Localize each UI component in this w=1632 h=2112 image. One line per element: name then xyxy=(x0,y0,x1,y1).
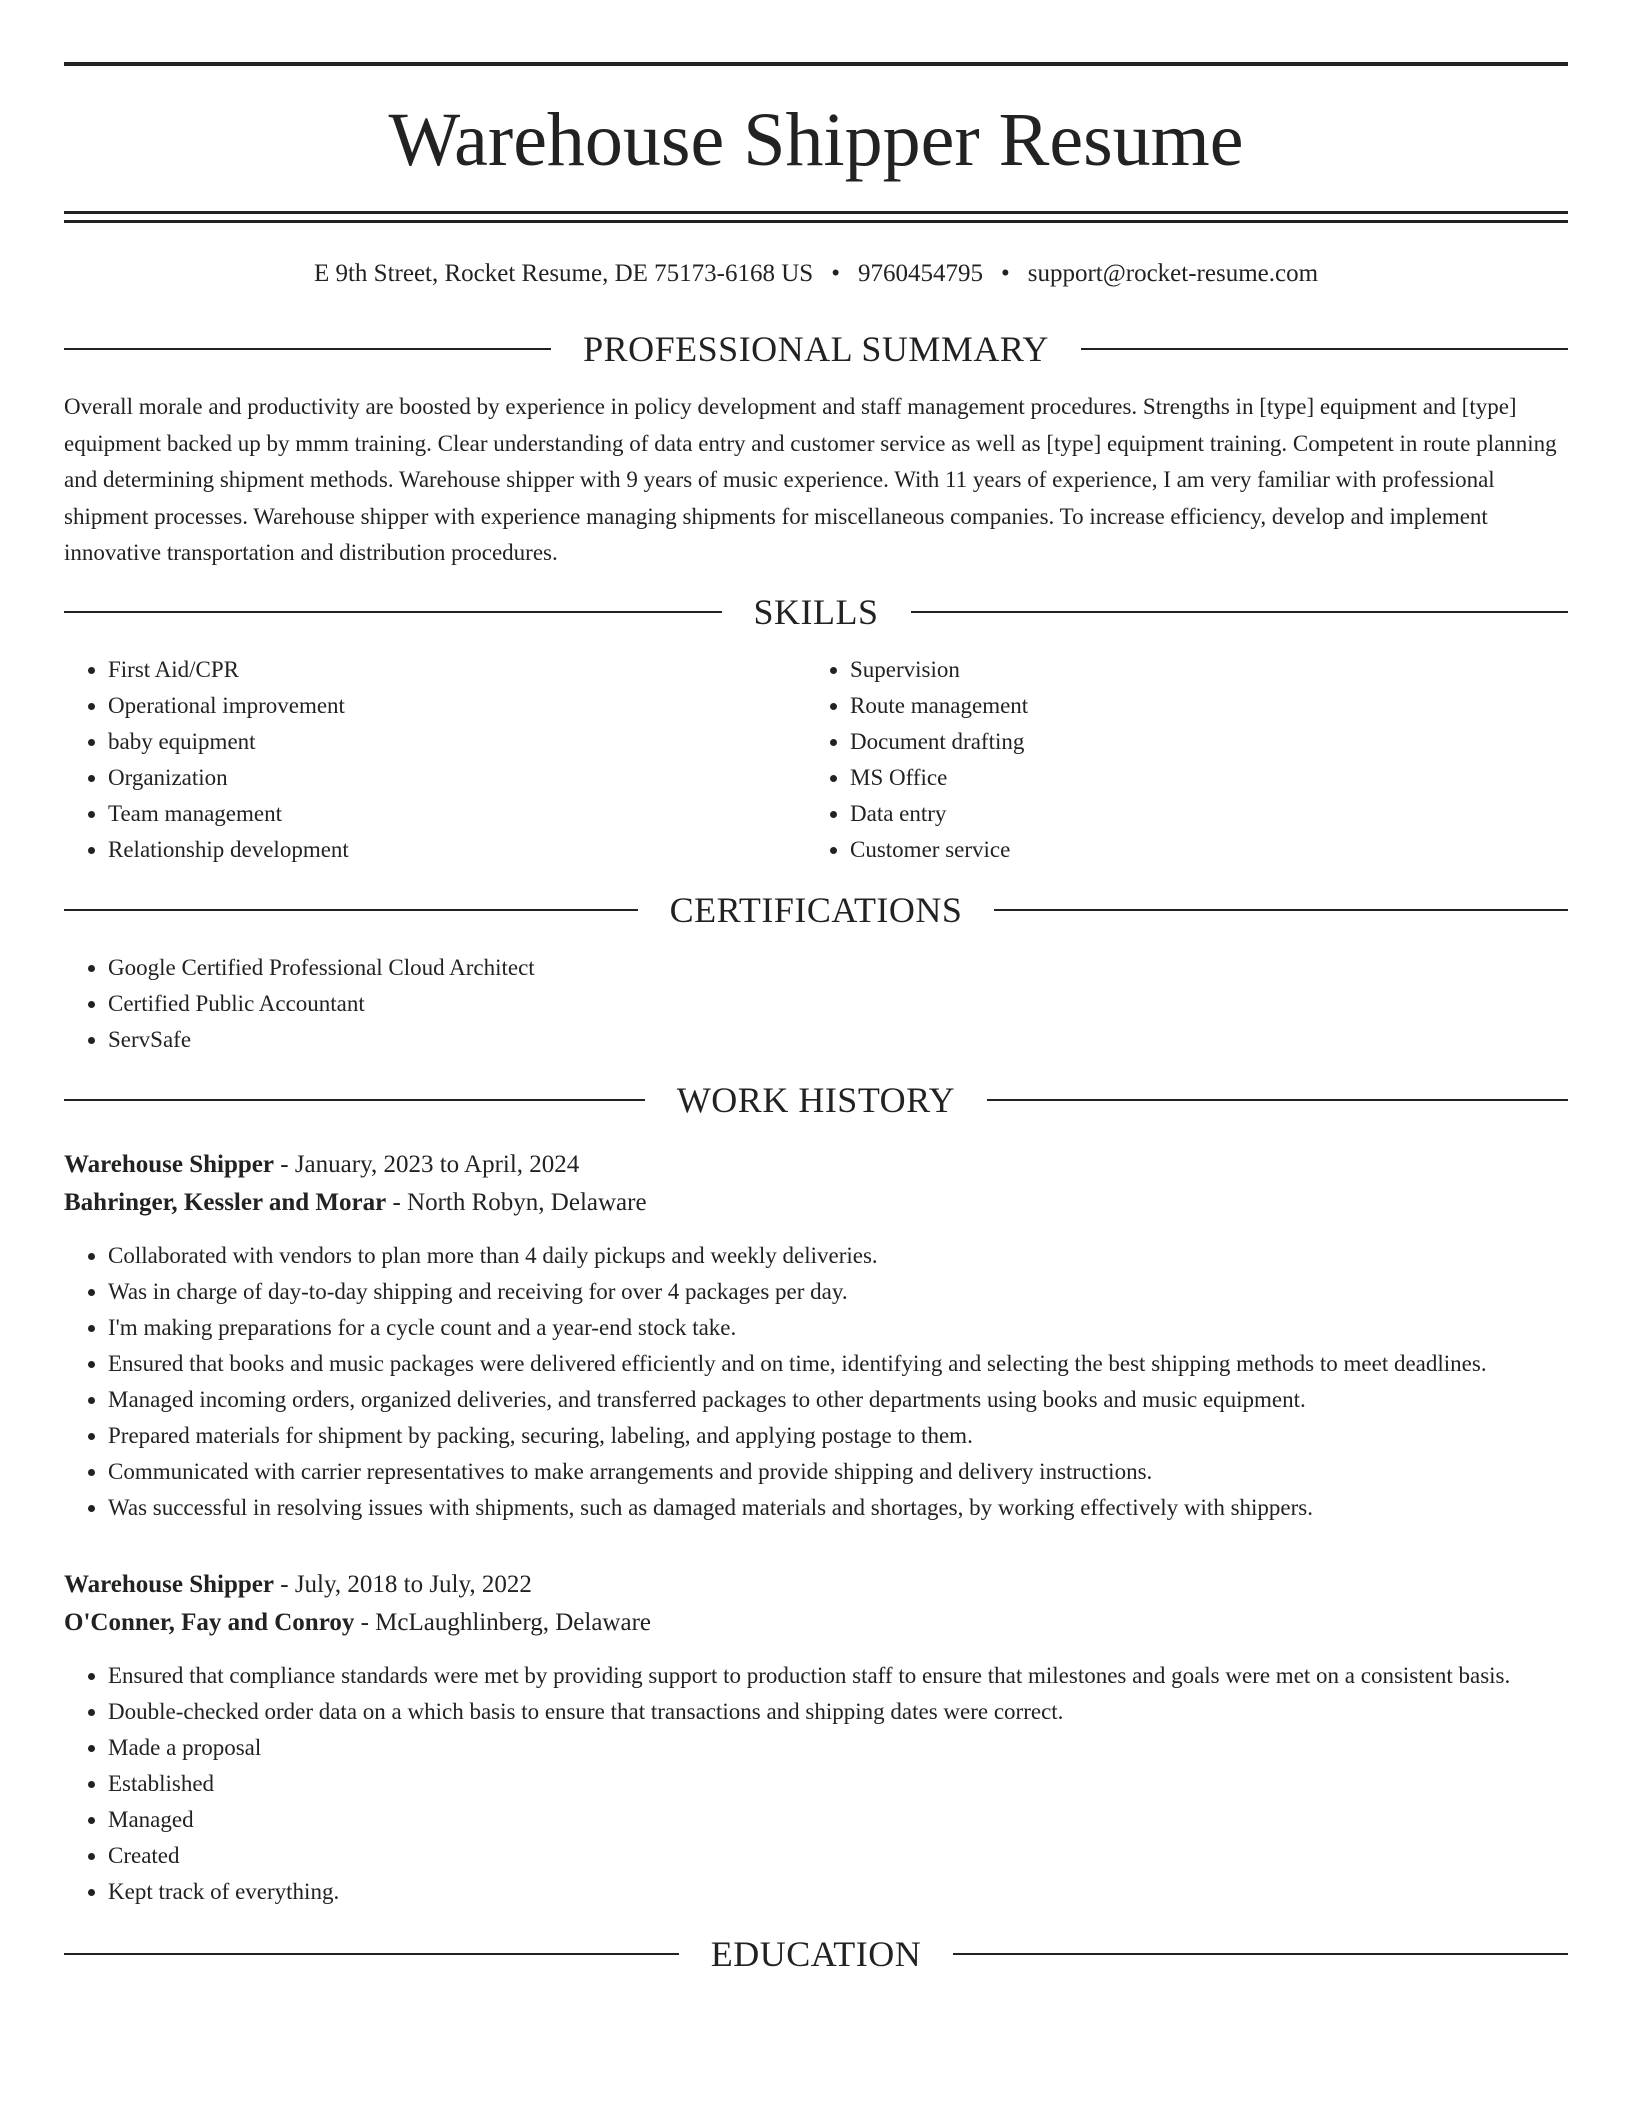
section-header-certifications xyxy=(64,890,1568,930)
job-dates: - July, 2018 to July, 2022 xyxy=(274,1570,532,1598)
section-header-skills xyxy=(64,592,1568,632)
job-bullet: • Created xyxy=(108,1838,1568,1874)
section-header-work-history xyxy=(64,1080,1568,1120)
skill-item: • First Aid/CPR xyxy=(108,652,806,688)
section-rule xyxy=(64,1953,679,1955)
title-rule-lower xyxy=(64,220,1568,223)
section-rule xyxy=(1081,348,1568,350)
section-rule xyxy=(64,1099,645,1101)
job-bullet: • Made a proposal xyxy=(108,1730,1568,1766)
summary-text: Overall morale and productivity are boosted by experience in policy development and staff management procedures. Strengths in [type] equipment and [type] equipment backed up by mmm training. Clear understanding of data entry and customer service as well as [type] equipment training. Competent in route planning and determining shipment methods. Warehouse shipper with 9 years of music experience. With 11 years of experience, I am very familiar with professional shipment processes. Warehouse shipper with experience managing shipments for miscellaneous companies. To increase efficiency, develop and implement innovative transportation and distribution procedures. xyxy=(64,394,1557,565)
job-bullet: • Managed incoming orders, organized deliveries, and transferred packages to other departments using books and music equipment. xyxy=(108,1382,1568,1418)
title-rule-upper xyxy=(64,211,1568,214)
section-rule xyxy=(64,909,638,911)
job-title-line xyxy=(64,1146,1568,1184)
contact-address: E 9th Street, Rocket Resume, DE 75173-6168 US xyxy=(313,260,814,287)
skills-list xyxy=(64,652,1568,868)
job-title: Warehouse Shipper xyxy=(64,1570,274,1598)
job-company-line xyxy=(64,1184,1568,1222)
skill-item: • Document drafting xyxy=(850,724,1548,760)
skill-item: • baby equipment xyxy=(108,724,806,760)
skill-item: • Operational improvement xyxy=(108,688,806,724)
job-location: - North Robyn, Delaware xyxy=(386,1188,647,1216)
job-company: O'Conner, Fay and Conroy xyxy=(64,1608,355,1636)
job-bullet: • Established xyxy=(108,1766,1568,1802)
skill-item: • Supervision xyxy=(850,652,1548,688)
job-location: - McLaughlinberg, Delaware xyxy=(354,1608,651,1636)
contact-phone: 9760454795 xyxy=(857,260,983,287)
section-rule xyxy=(911,611,1569,613)
skill-item: • Team management xyxy=(108,796,806,832)
job-bullet: • Kept track of everything. xyxy=(108,1874,1568,1910)
job-bullets xyxy=(64,1238,1568,1526)
job-company-line xyxy=(64,1604,1568,1642)
section-rule xyxy=(64,348,551,350)
job-bullet: • Collaborated with vendors to plan more than 4 daily pickups and weekly deliveries. xyxy=(108,1238,1568,1274)
contact-line xyxy=(64,259,1568,289)
certification-item: • Google Certified Professional Cloud Architect xyxy=(108,950,1568,986)
contact-separator: • xyxy=(831,260,840,287)
skill-item: • Organization xyxy=(108,760,806,796)
job-entry xyxy=(64,1566,1568,1910)
job-title-line xyxy=(64,1566,1568,1604)
job-dates: - January, 2023 to April, 2024 xyxy=(274,1150,580,1178)
section-rule xyxy=(953,1953,1568,1955)
skill-item: • Data entry xyxy=(850,796,1548,832)
certification-item: • ServSafe xyxy=(108,1022,1568,1058)
skills-column-right xyxy=(806,652,1548,868)
job-bullet: • Managed xyxy=(108,1802,1568,1838)
job-bullet: • Was successful in resolving issues with shipments, such as damaged materials and shortages, by working effectively with shippers. xyxy=(108,1490,1568,1526)
contact-email: support@rocket-resume.com xyxy=(1027,260,1319,287)
skill-item: • Relationship development xyxy=(108,832,806,868)
section-title: PROFESSIONAL SUMMARY xyxy=(583,329,1049,369)
skill-item: • Customer service xyxy=(850,832,1548,868)
page-title: Warehouse Shipper Resume xyxy=(388,98,1244,182)
job-title: Warehouse Shipper xyxy=(64,1150,274,1178)
job-bullet: • Double-checked order data on a which basis to ensure that transactions and shipping dates were correct. xyxy=(108,1694,1568,1730)
skill-item: • Route management xyxy=(850,688,1548,724)
section-header-education xyxy=(64,1934,1568,1974)
job-bullet: • Communicated with carrier representatives to make arrangements and provide shipping and delivery instructions. xyxy=(108,1454,1568,1490)
skills-column-left xyxy=(64,652,806,868)
section-rule xyxy=(64,611,722,613)
section-rule xyxy=(987,1099,1568,1101)
job-entry xyxy=(64,1146,1568,1526)
section-header-summary xyxy=(64,329,1568,369)
section-title: SKILLS xyxy=(753,591,879,632)
section-title: CERTIFICATIONS xyxy=(669,889,963,930)
section-title: EDUCATION xyxy=(710,1933,922,1974)
job-bullet: • Was in charge of day-to-day shipping and receiving for over 4 packages per day. xyxy=(108,1274,1568,1310)
job-bullet: • Prepared materials for shipment by packing, securing, labeling, and applying postage to them. xyxy=(108,1418,1568,1454)
certifications-list xyxy=(64,950,1568,1058)
certification-item: • Certified Public Accountant xyxy=(108,986,1568,1022)
job-bullet: • I'm making preparations for a cycle count and a year-end stock take. xyxy=(108,1310,1568,1346)
job-bullet: • Ensured that compliance standards were met by providing support to production staff to ensure that milestones and goals were met on a consistent basis. xyxy=(108,1658,1568,1694)
job-bullets xyxy=(64,1658,1568,1910)
job-bullet: • Ensured that books and music packages were delivered efficiently and on time, identifying and selecting the best shipping methods to meet deadlines. xyxy=(108,1346,1568,1382)
section-title: WORK HISTORY xyxy=(676,1079,956,1120)
job-company: Bahringer, Kessler and Morar xyxy=(64,1188,387,1216)
section-rule xyxy=(994,909,1568,911)
resume-page xyxy=(64,62,1568,1974)
contact-separator: • xyxy=(1000,260,1010,287)
skill-item: • MS Office xyxy=(850,760,1548,796)
